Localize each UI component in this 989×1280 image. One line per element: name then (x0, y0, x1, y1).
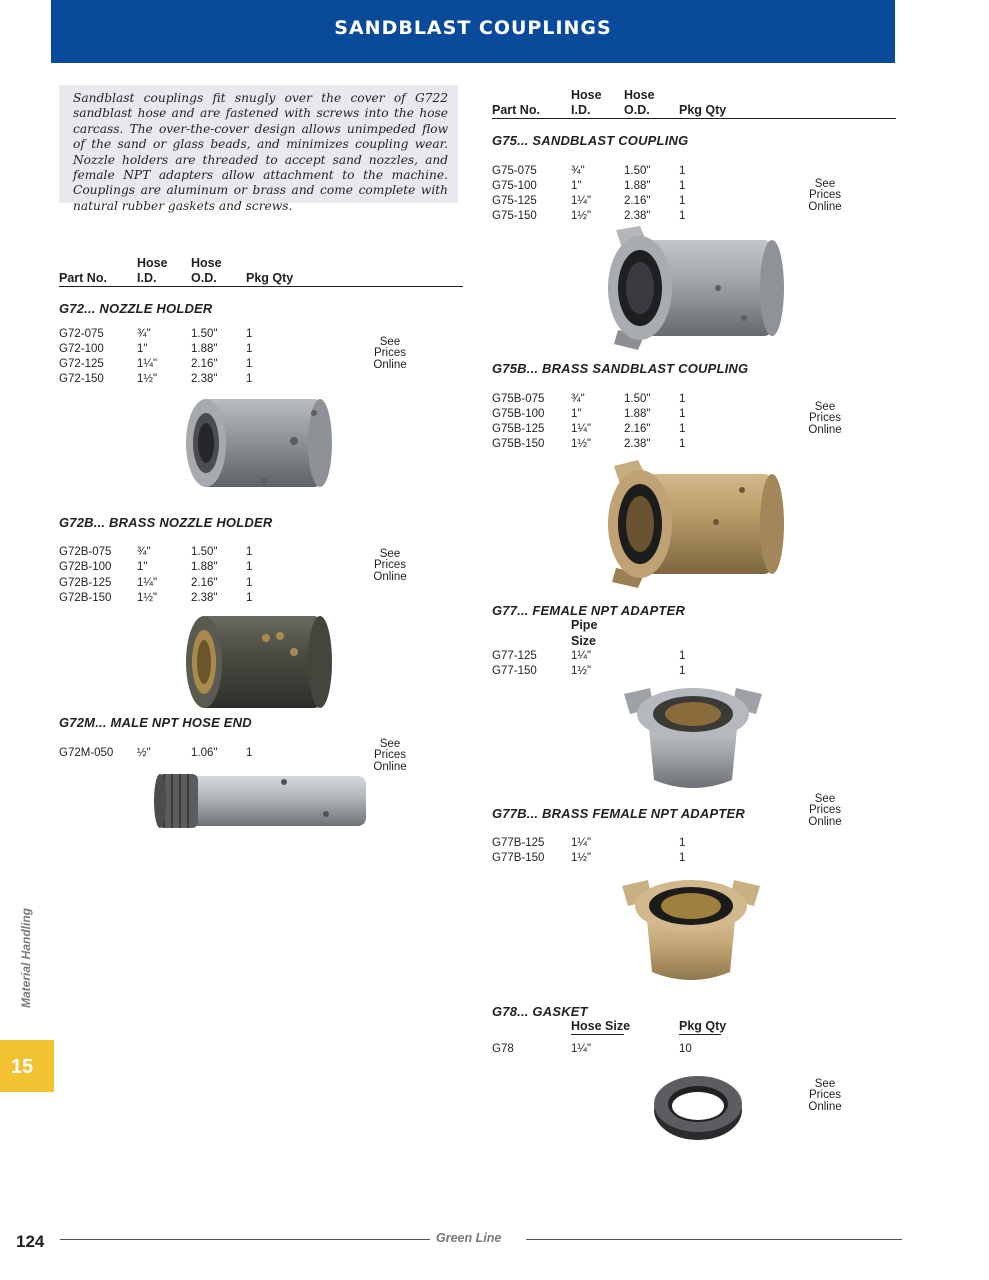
header-rule (492, 118, 896, 119)
see-prices-online-link[interactable]: See Prices Online (808, 401, 842, 436)
intro-text: Sandblast couplings fit snugly over the cover of G722 sandblast hose and are fastened with screws into the hose carcass. The over-the-cover design allows unimpeded flow of the sand or glass beads, and minimizes coupling wear. Nozzle holders are threaded to accept sand nozzles, and female NPT adapters allow attachment to the machine. Couplings are aluminum or brass and come complete with natural rubber gaskets and screws. (59, 85, 458, 203)
col-od: O.D. (624, 103, 650, 117)
sandblast-coupling-image (604, 226, 784, 350)
gasket-image (650, 1072, 746, 1142)
col-part-no: Part No. (492, 103, 540, 117)
col-pkg-qty: Pkg Qty (679, 103, 727, 117)
col-pkg-qty: Pkg Qty (246, 271, 294, 285)
female-npt-adapter-image (620, 684, 766, 794)
section-title-g75b: G75B... BRASS SANDBLAST COUPLING (492, 361, 749, 376)
page-title: SANDBLAST COUPLINGS (334, 17, 612, 39)
male-npt-hose-end-image (150, 768, 372, 834)
section-tab-number: 15 (10, 1056, 34, 1078)
see-prices-online-link[interactable]: See Prices Online (373, 738, 407, 773)
footer-rule (526, 1239, 902, 1240)
col-hose-label: Hose (624, 88, 655, 102)
col-pipe-label: Pipe (571, 618, 598, 632)
section-tab (0, 1040, 54, 1092)
footer-rule (60, 1239, 430, 1240)
see-prices-online-link[interactable]: See Prices Online (808, 178, 842, 213)
see-prices-online-link[interactable]: See Prices Online (373, 336, 407, 371)
brass-nozzle-holder-image (182, 612, 342, 712)
section-title-g77b: G77B... BRASS FEMALE NPT ADAPTER (492, 806, 745, 821)
section-title-g72: G72... NOZZLE HOLDER (59, 301, 213, 316)
header-rule (59, 286, 463, 287)
header-underline (679, 1034, 721, 1035)
page-number: 124 (16, 1232, 45, 1251)
header-banner (51, 0, 895, 63)
brass-female-npt-adapter-image (616, 874, 766, 988)
col-hose-label: Hose (571, 88, 602, 102)
see-prices-online-link[interactable]: See Prices Online (373, 548, 407, 583)
see-prices-online-link[interactable]: See Prices Online (808, 793, 842, 828)
see-prices-online-link[interactable]: See Prices Online (808, 1078, 842, 1113)
col-hose-label: Hose (191, 256, 222, 270)
col-size-label: Size (571, 634, 597, 648)
col-od: O.D. (191, 271, 217, 285)
brass-sandblast-coupling-image (604, 460, 784, 588)
section-label: Material Handling (19, 907, 33, 1008)
col-hose-label: Hose (137, 256, 168, 270)
section-title-g72m: G72M... MALE NPT HOSE END (59, 715, 252, 730)
col-pkg-qty: Pkg Qty (679, 1019, 727, 1033)
col-hose-size: Hose Size (571, 1019, 631, 1033)
section-title-g72b: G72B... BRASS NOZZLE HOLDER (59, 515, 273, 530)
header-underline (571, 1034, 624, 1035)
nozzle-holder-image (182, 393, 342, 495)
col-id: I.D. (137, 271, 157, 285)
footer-brand: Green Line (436, 1231, 502, 1245)
section-title-g77: G77... FEMALE NPT ADAPTER (492, 603, 686, 618)
col-part-no: Part No. (59, 271, 107, 285)
section-title-g78: G78... GASKET (492, 1004, 588, 1019)
section-title-g75: G75... SANDBLAST COUPLING (492, 133, 689, 148)
col-id: I.D. (571, 103, 591, 117)
